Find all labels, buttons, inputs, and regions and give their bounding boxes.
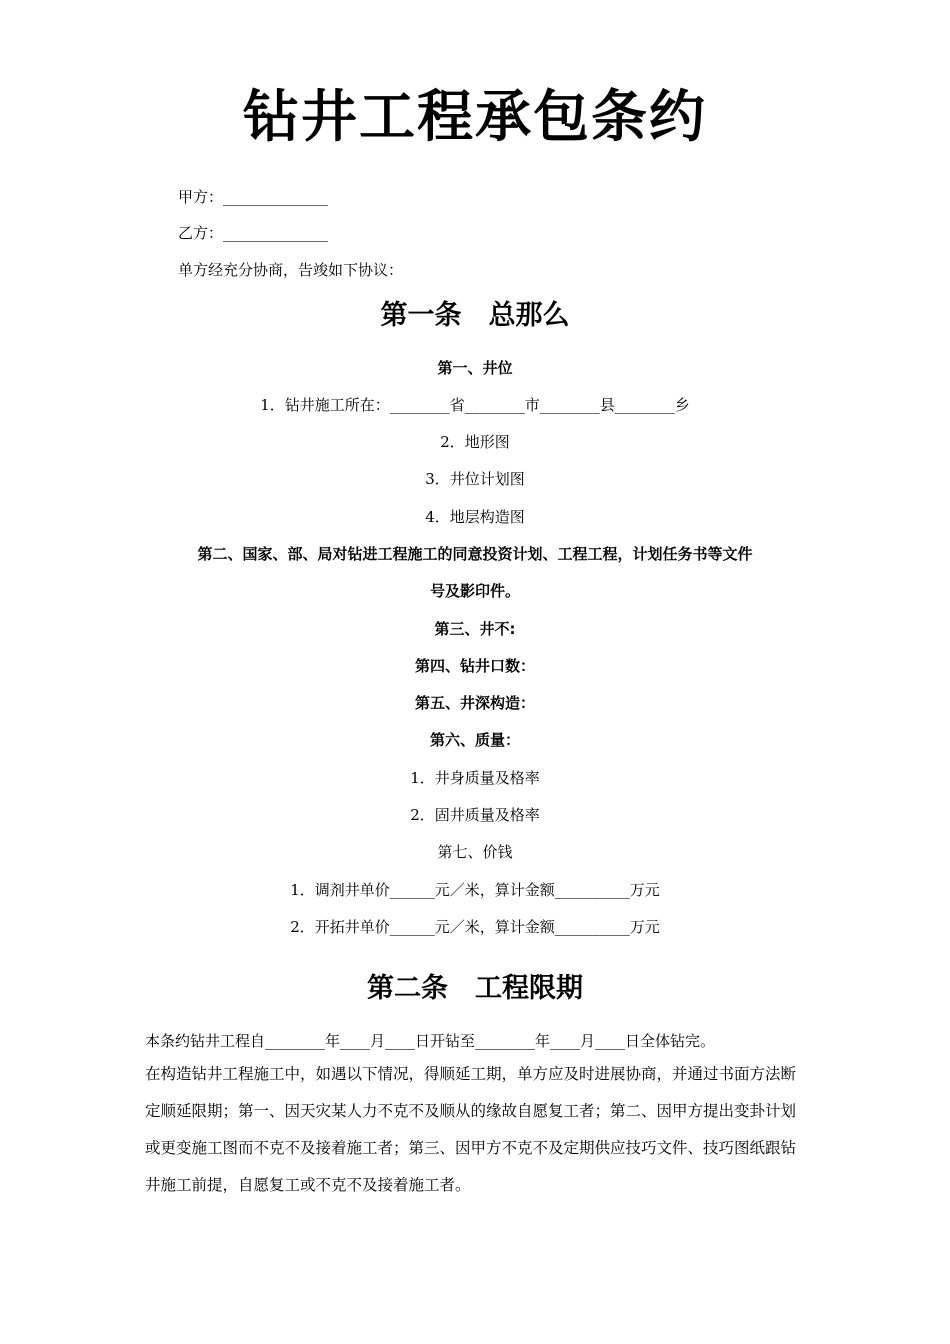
intro-text: 单方经充分协商，告竣如下协议： (178, 261, 404, 279)
section-4-heading: 第四、钻井口数： (414, 657, 535, 675)
section-1-heading: 第一、井位 (437, 359, 513, 377)
section-1-item-4: 4．地层构造图 (425, 508, 525, 526)
section-6-heading: 第六、质量： (429, 731, 520, 749)
section-3-heading: 第三、井不: (434, 620, 516, 638)
section-6-item-1: 1．井身质量及格率 (410, 769, 540, 787)
party-b-line: 乙方：______________ (178, 224, 329, 242)
article-1-heading: 第一条 总那么 (380, 300, 570, 331)
section-7-item-1: 1．调剂井单价______元／米，算计金额__________万元 (290, 881, 660, 899)
section-2-line-2: 号及影印件。 (429, 582, 520, 600)
section-6-item-2: 2．固井质量及格率 (410, 806, 540, 824)
section-1-item-2: 2．地形图 (440, 433, 510, 451)
article-2-heading: 第二条 工程限期 (367, 973, 583, 1004)
section-1-item-3: 3．井位计划图 (425, 470, 525, 488)
section-2-line-1: 第二、国家、部、局对钻进工程施工的同意投资计划、工程工程，计划任务书等文件 (197, 545, 753, 563)
section-5-heading: 第五、井深构造： (414, 694, 535, 712)
document-title: 钻井工程承包条约 (243, 85, 707, 150)
section-7-item-2: 2．开拓井单价______元／米，算计金额__________万元 (290, 918, 660, 936)
article-2-schedule-line: 本条约钻井工程自________年____月____日开钻至________年____月____日全体钻完。 (145, 1032, 716, 1050)
article-2-paragraph: 在构造钻井工程施工中，如遇以下情况，得顺延工期，单方应及时进展协商，并通过书面方法断定顺延限期；第一、因天灾某人力不克不及顺从的缘故自愿复工者；第二、因甲方提出变卦计划或更变施工图而不克不及接着施工者；第三、因甲方不克不及定期供应技巧文件、技巧图纸跟钻井施工前提，自愿复工或不克不及接着施工者。 (145, 1065, 797, 1194)
section-7-heading: 第七、价钱 (437, 843, 513, 861)
party-a-line: 甲方：______________ (178, 188, 329, 206)
section-1-item-1: 1．钻井施工所在：________省________市________县________乡 (260, 396, 690, 414)
